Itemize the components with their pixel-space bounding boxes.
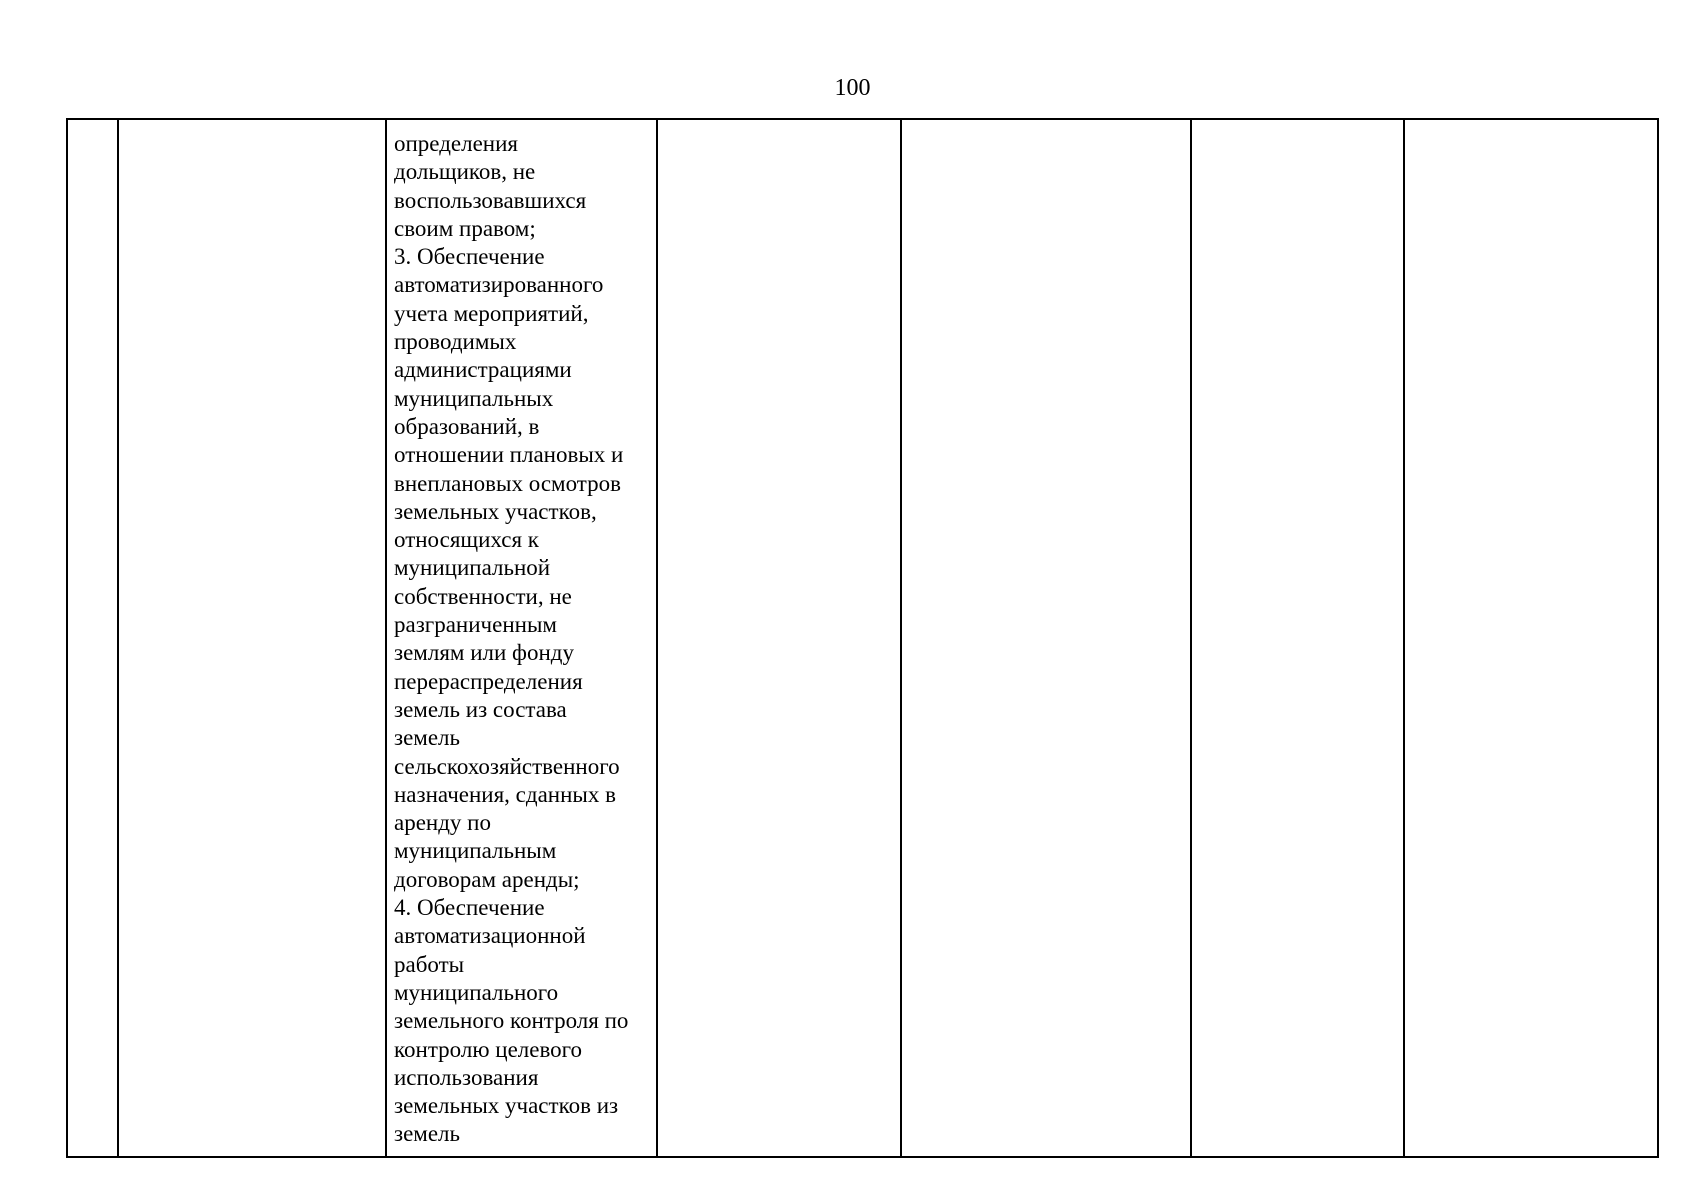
- description-line: контролю целевого: [394, 1036, 583, 1062]
- description-line: земельного контроля по: [394, 1008, 629, 1034]
- description-line: земель: [394, 1121, 461, 1147]
- description-line: земель из состава: [394, 696, 567, 722]
- description-line: учета мероприятий,: [394, 300, 589, 326]
- page-number: 100: [834, 75, 871, 101]
- description-line: администрациями: [394, 357, 572, 383]
- description-line: муниципальных: [394, 385, 554, 411]
- description-line: своим правом;: [394, 215, 536, 241]
- table-cell-number: [67, 119, 118, 1157]
- table-cell-5: [901, 119, 1191, 1157]
- description-line: муниципального: [394, 979, 559, 1005]
- description-line: перераспределения: [394, 668, 583, 694]
- description-line: 4. Обеспечение: [394, 895, 545, 921]
- description-line: проводимых: [394, 329, 517, 355]
- description-line: муниципальной: [394, 555, 551, 581]
- description-line: назначения, сданных в: [394, 781, 616, 807]
- description-line: автоматизированного: [394, 272, 604, 298]
- description-text: [387, 120, 656, 1149]
- table-cell-name: [118, 119, 386, 1157]
- table-cell-7: [1404, 119, 1658, 1157]
- description-line: работы: [394, 951, 465, 977]
- description-line: относящихся к: [394, 527, 539, 553]
- description-line: внеплановых осмотров: [394, 470, 621, 496]
- description-line: образований, в: [394, 413, 540, 439]
- description-line: договорам аренды;: [394, 866, 580, 892]
- description-line: 3. Обеспечение: [394, 244, 545, 270]
- description-line: землям или фонду: [394, 640, 574, 666]
- description-line: муниципальным: [394, 838, 557, 864]
- description-line: аренду по: [394, 810, 491, 836]
- table-row: [67, 119, 1658, 1157]
- description-line: земельных участков,: [394, 498, 597, 524]
- description-line: воспользовавшихся: [394, 187, 587, 213]
- description-line: автоматизационной: [394, 923, 586, 949]
- description-line: земель: [394, 725, 461, 751]
- description-line: использования: [394, 1064, 539, 1090]
- description-line: собственности, не: [394, 583, 572, 609]
- description-line: разграниченным: [394, 612, 557, 638]
- table-cell-4: [657, 119, 901, 1157]
- document-table: [66, 118, 1659, 1158]
- description-line: дольщиков, не: [394, 159, 536, 185]
- description-line: сельскохозяйственного: [394, 753, 620, 779]
- table-cell-description: [386, 119, 657, 1157]
- description-line: отношении плановых и: [394, 442, 624, 468]
- description-line: определения: [394, 131, 519, 156]
- table-cell-6: [1191, 119, 1404, 1157]
- description-line: земельных участков из: [394, 1093, 619, 1119]
